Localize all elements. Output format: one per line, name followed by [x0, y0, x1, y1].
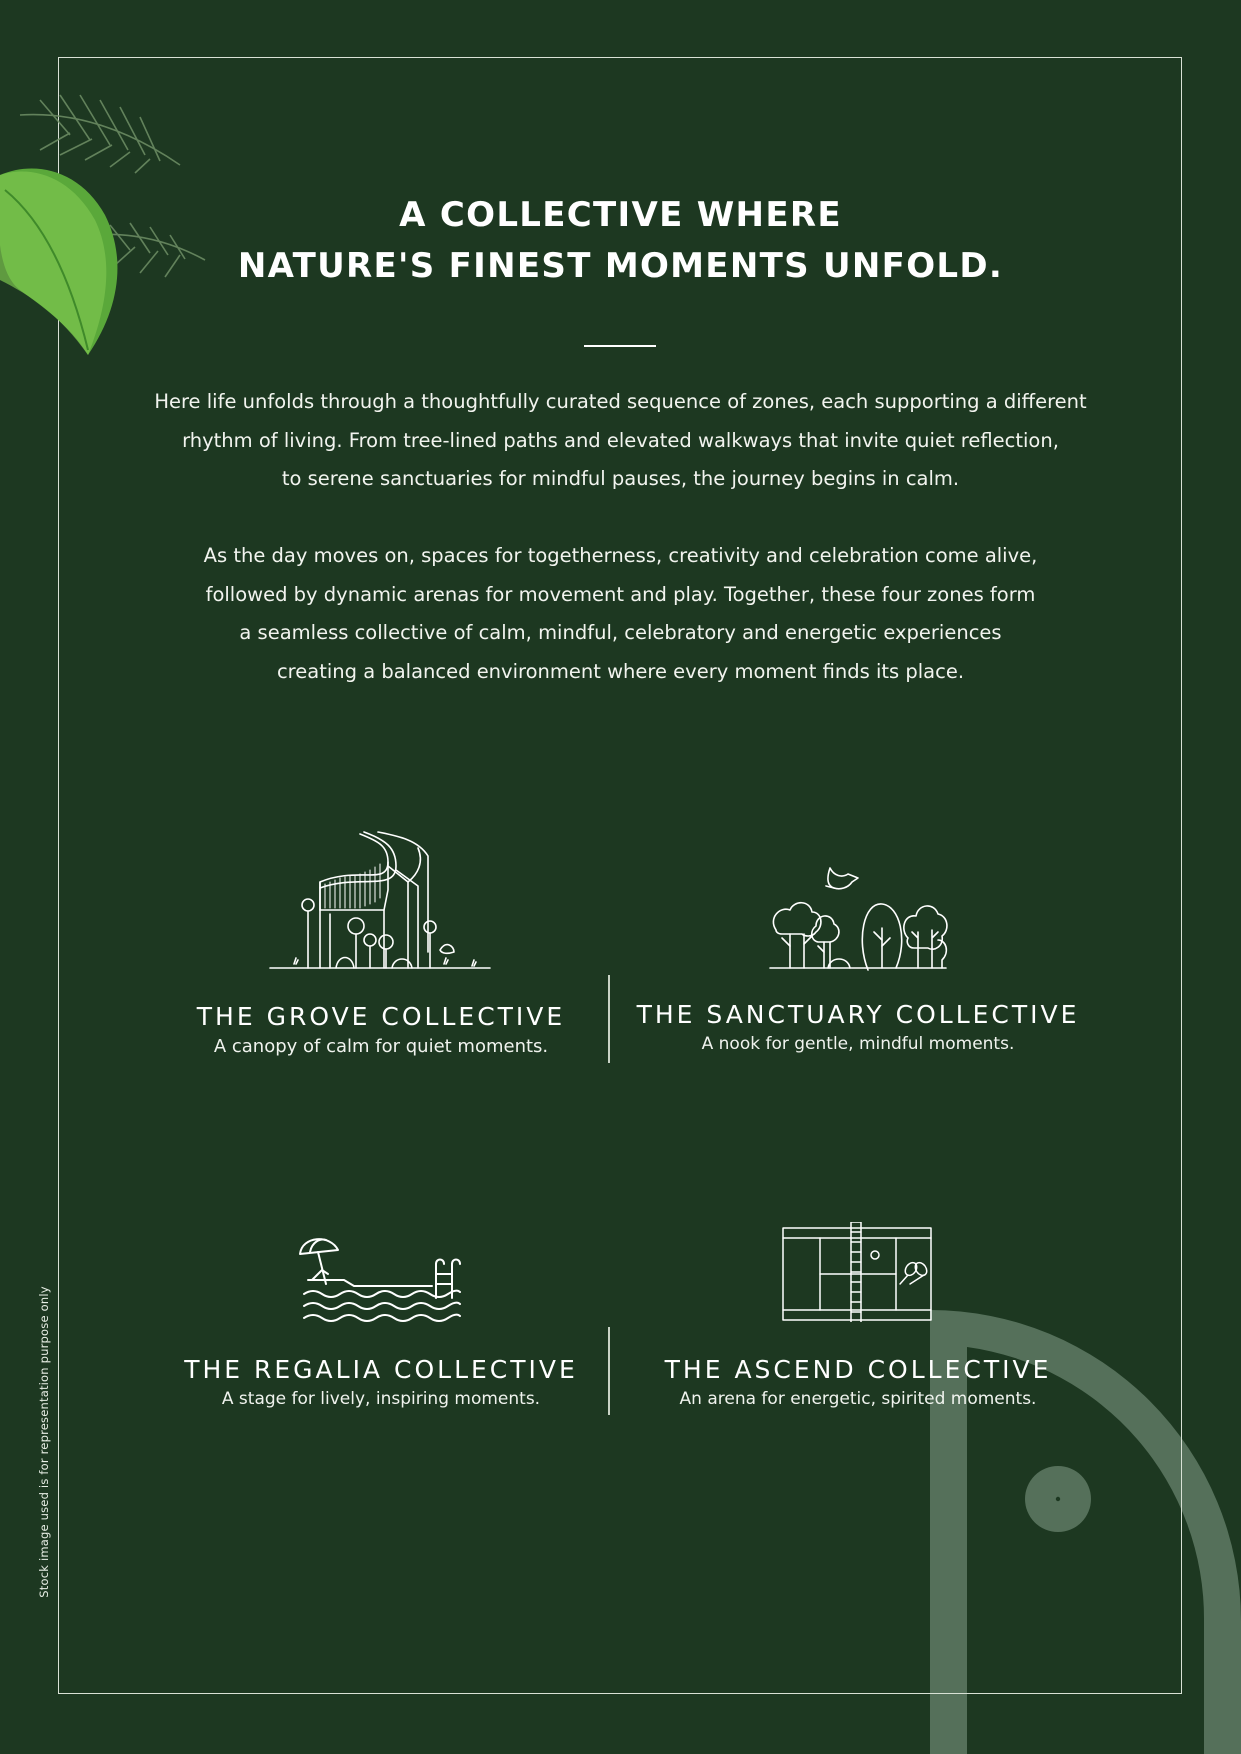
zone-grove [146, 1000, 616, 1060]
zone-description: A canopy of calm for quiet moments. [213, 1036, 549, 1057]
intro-paragraph-2 [0, 537, 1241, 691]
paragraph-line: followed by dynamic arenas for movement and play. Together, these four zones form [205, 582, 1036, 606]
title-divider [584, 345, 656, 347]
paragraph-line: rhythm of living. From tree-lined paths and elevated walkways that invite quiet reflection, [182, 428, 1059, 452]
paragraph-line: Here life unfolds through a thoughtfully curated sequence of zones, each supporting a different [154, 390, 1087, 413]
elevated-walkway-icon [268, 826, 492, 972]
paragraph-line: to serene sanctuaries for mindful pauses, the journey begins in calm. [281, 467, 960, 490]
pool-umbrella-icon [296, 1234, 466, 1330]
title-line-1: A COLLECTIVE WHERE [399, 195, 842, 235]
paragraph-line: As the day moves on, spaces for togetherness, creativity and celebration come alive, [203, 544, 1038, 567]
zone-divider-line [608, 1327, 610, 1415]
paragraph-line: creating a balanced environment where every moment finds its place. [276, 659, 965, 683]
page-title [0, 190, 1241, 292]
title-line-2: NATURE'S FINEST MOMENTS UNFOLD. [237, 246, 1004, 286]
intro-paragraph-1 [0, 383, 1241, 499]
zone-title: THE GROVE COLLECTIVE [196, 1002, 566, 1031]
zone-description: A stage for lively, inspiring moments. [221, 1389, 541, 1409]
trees-bird-icon [768, 860, 948, 972]
paragraph-line: a seamless collective of calm, mindful, celebratory and energetic experiences [239, 621, 1002, 644]
zone-regalia [146, 1353, 616, 1411]
tennis-court-icon [780, 1222, 934, 1322]
page-border-frame [58, 57, 1182, 1694]
zone-description: A nook for gentle, mindful moments. [701, 1034, 1015, 1054]
zone-divider-line [608, 975, 610, 1063]
zone-title: THE ASCEND COLLECTIVE [664, 1355, 1052, 1384]
zone-title: THE SANCTUARY COLLECTIVE [636, 1000, 1080, 1029]
zone-title: THE REGALIA COLLECTIVE [184, 1355, 578, 1384]
zone-description: An arena for energetic, spirited moments. [679, 1389, 1037, 1409]
disclaimer-text: Stock image used is for representation purpose only [37, 1286, 51, 1598]
zone-ascend [623, 1353, 1093, 1411]
zone-sanctuary [623, 998, 1093, 1056]
